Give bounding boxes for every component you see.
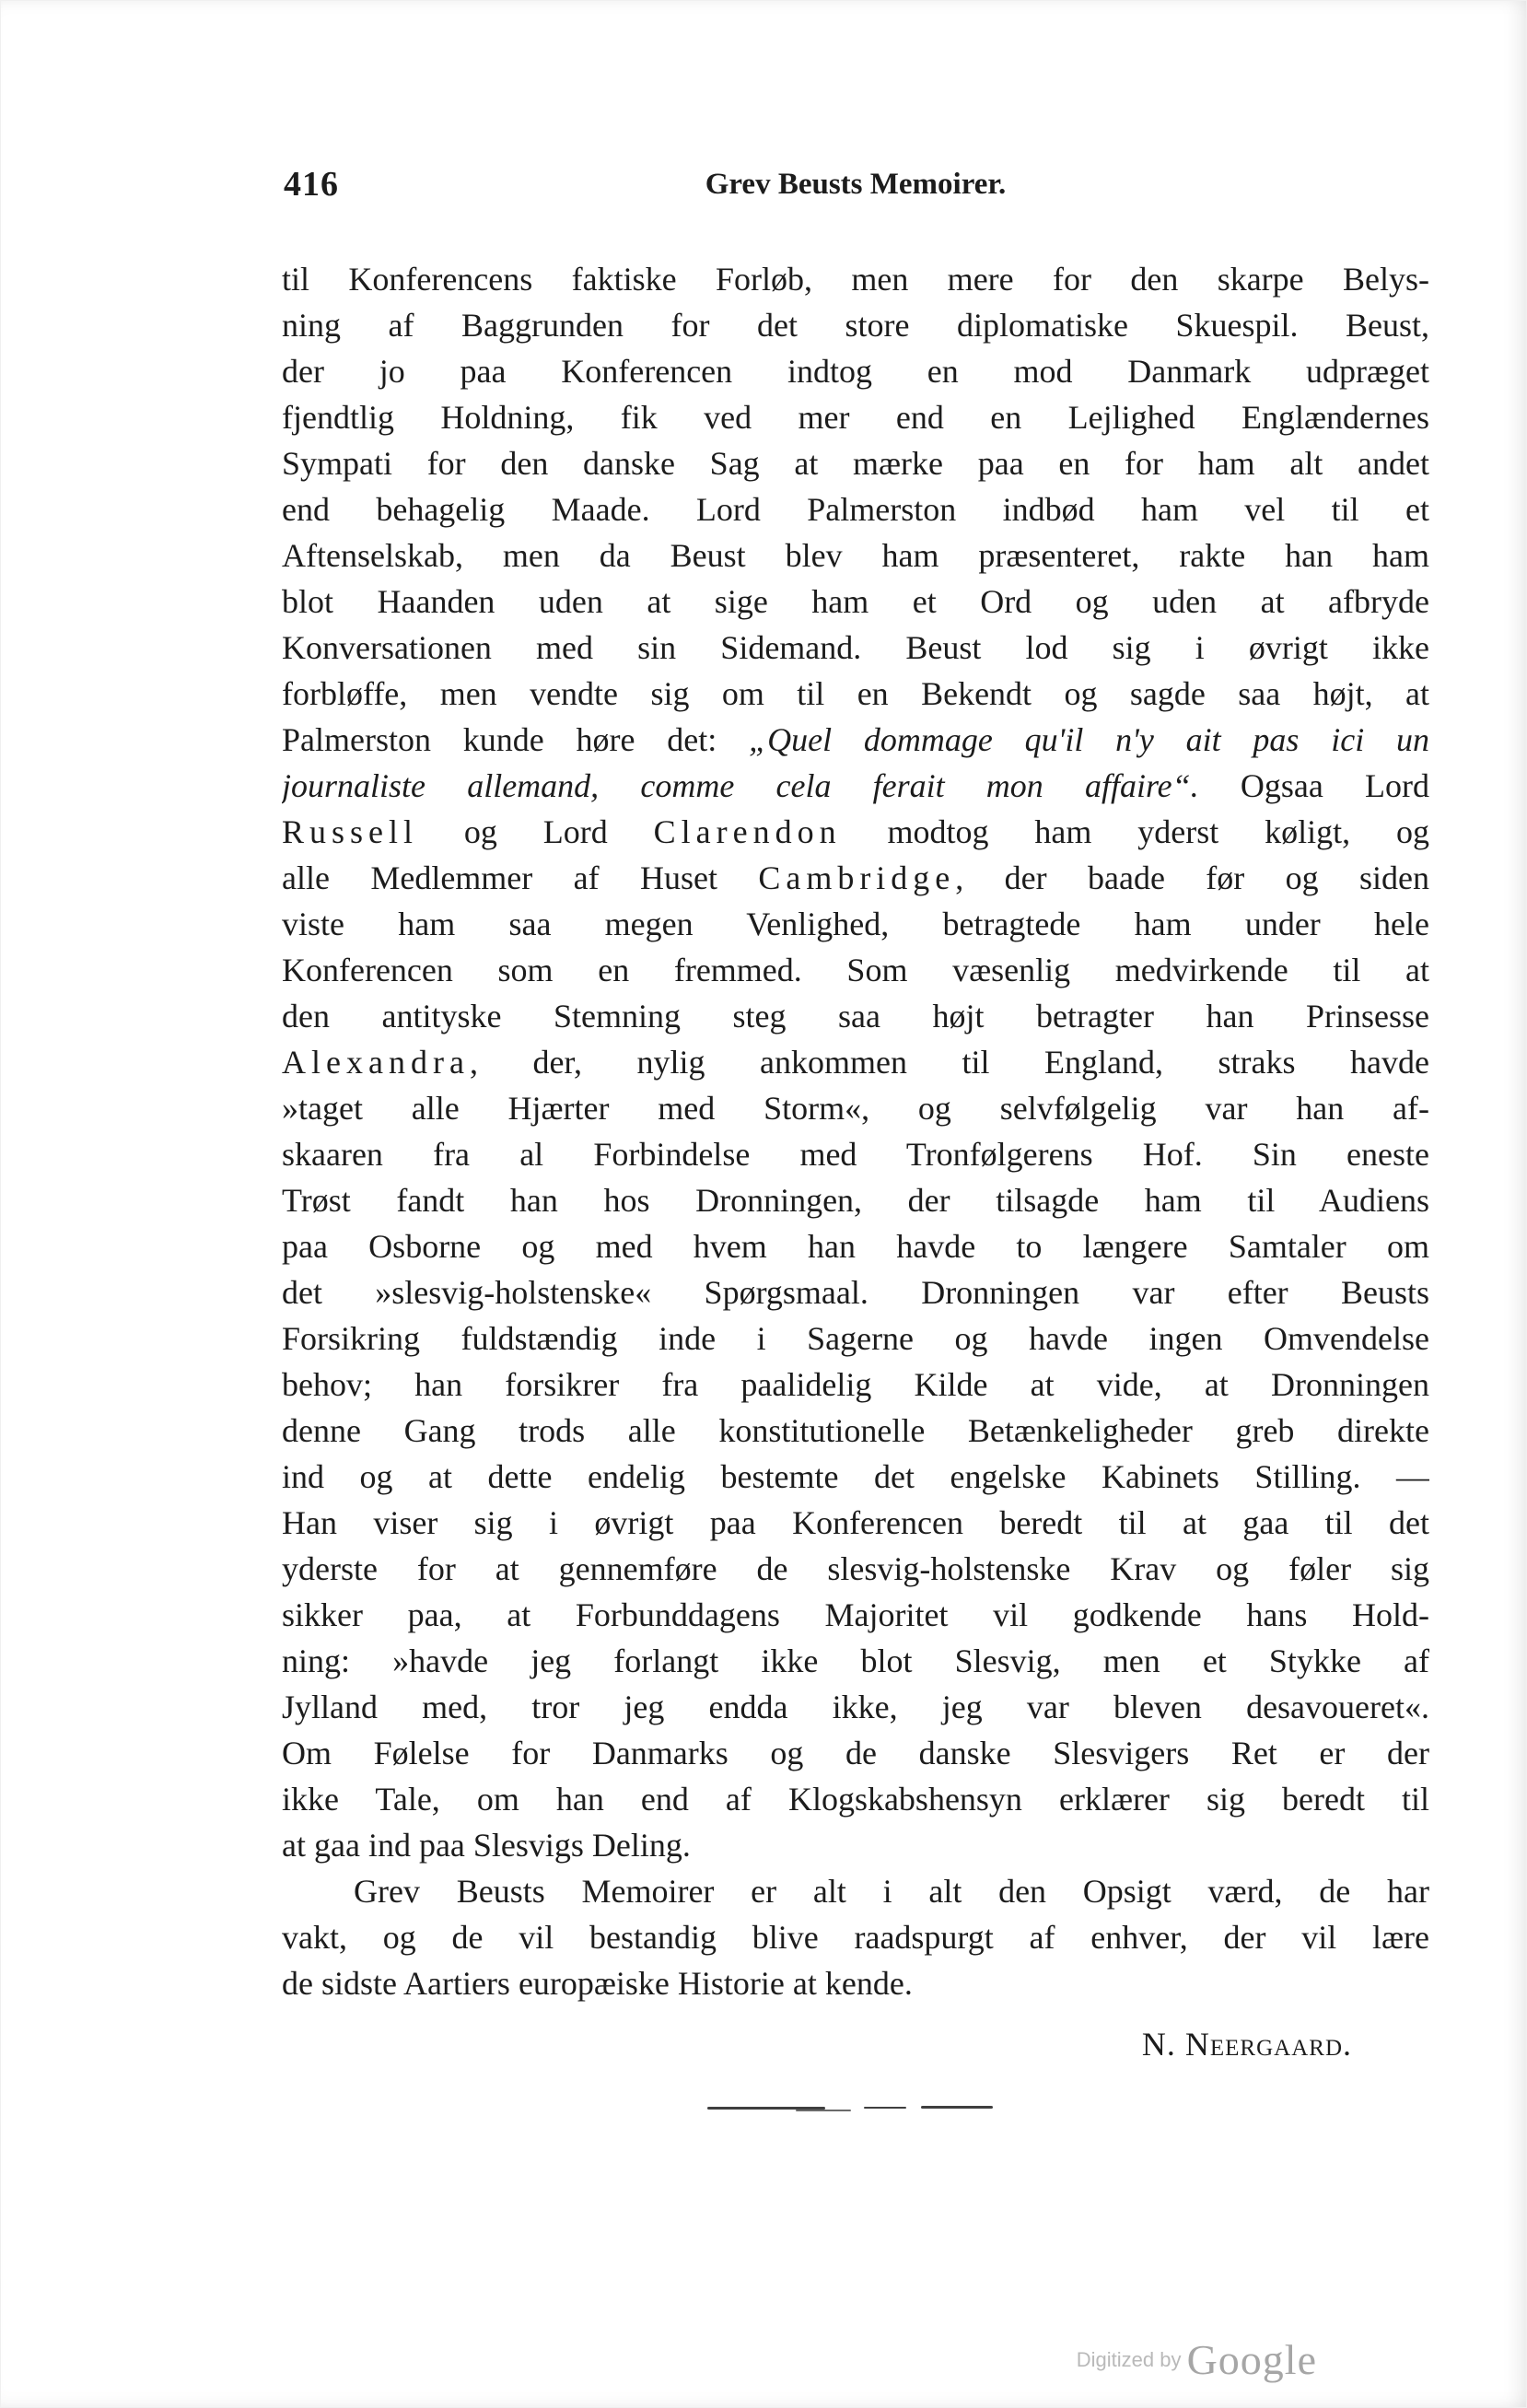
page-number: 416 xyxy=(284,165,339,204)
end-divider xyxy=(707,2104,993,2113)
text-line: Grev Beusts Memoirer er alt i alt den Opsigt værd, de har xyxy=(354,1873,1429,1910)
text-line: Konferencen som en fremmed. Som væsenlig medvirkende til at xyxy=(282,952,1429,988)
text-line: »taget alle Hjærter med Storm«, og selvfølgelig var han af- xyxy=(282,1090,1429,1127)
text-line: Russell og Lord Clarendon modtog ham yderst køligt, og xyxy=(282,813,1429,850)
text-line: vakt, og de vil bestandig blive raadspurgt af enhver, der vil lære xyxy=(282,1919,1429,1956)
text-line: journaliste allemand, comme cela ferait mon affaire“. Ogsaa Lord xyxy=(282,767,1429,804)
digitized-by-label: Digitized by xyxy=(1076,2348,1187,2371)
text-line: de sidste Aartiers europæiske Historie at kende. xyxy=(282,1965,913,2002)
text-line: Trøst fandt han hos Dronningen, der tilsagde ham til Audiens xyxy=(282,1182,1429,1219)
text-line: Aftenselskab, men da Beust blev ham præsenteret, rakte han ham xyxy=(282,537,1429,574)
text-line: Palmerston kunde høre det: „Quel dommage qu'il n'y ait pas ici un xyxy=(282,721,1429,758)
text-line: der jo paa Konferencen indtog en mod Danmark udpræget xyxy=(282,353,1429,390)
text-line: sikker paa, at Forbunddagens Majoritet vil godkende hans Hold- xyxy=(282,1596,1429,1633)
text-line: ning: »havde jeg forlangt ikke blot Slesvig, men et Stykke af xyxy=(282,1642,1429,1679)
divider-dash xyxy=(921,2106,993,2109)
text-line: fjendtlig Holdning, fik ved mer end en Lejlighed Englændernes xyxy=(282,399,1429,436)
divider-dash xyxy=(796,2110,851,2111)
digitized-watermark xyxy=(1077,2335,1317,2384)
text-line: viste ham saa megen Venlighed, betragtede ham under hele xyxy=(282,906,1429,942)
text-line: ikke Tale, om han end af Klogskabshensyn erklærer sig beredt til xyxy=(282,1781,1429,1818)
google-logo: Google xyxy=(1186,2336,1317,2383)
body-text xyxy=(282,256,1429,2006)
text-line: til Konferencens faktiske Forløb, men mere for den skarpe Belys- xyxy=(282,261,1429,298)
text-line: Om Følelse for Danmarks og de danske Slesvigers Ret er der xyxy=(282,1735,1429,1771)
text-line: ind og at dette endelig bestemte det engelske Kabinets Stilling. — xyxy=(282,1458,1429,1495)
text-line: denne Gang trods alle konstitutionelle Betænkeligheder greb direkte xyxy=(282,1412,1429,1449)
text-line: Alexandra, der, nylig ankommen til England, straks havde xyxy=(282,1044,1429,1081)
text-line: det »slesvig-holstenske« Spørgsmaal. Dronningen var efter Beusts xyxy=(282,1274,1429,1311)
text-line: forbløffe, men vendte sig om til en Bekendt og sagde saa højt, at xyxy=(282,675,1429,712)
text-line: Jylland med, tror jeg endda ikke, jeg var bleven desavoueret«. xyxy=(282,1689,1429,1725)
text-line: Sympati for den danske Sag at mærke paa en for ham alt andet xyxy=(282,445,1429,482)
text-line: Forsikring fuldstændig inde i Sagerne og havde ingen Omvendelse xyxy=(282,1320,1429,1357)
text-line: behov; han forsikrer fra paalidelig Kilde at vide, at Dronningen xyxy=(282,1366,1429,1403)
page-header xyxy=(282,164,1429,219)
running-header: Grev Beusts Memoirer. xyxy=(705,168,1007,201)
text-line: at gaa ind paa Slesvigs Deling. xyxy=(282,1827,691,1864)
text-line: den antityske Stemning steg saa højt betragter han Prinsesse xyxy=(282,998,1429,1035)
text-line: paa Osborne og med hvem han havde to længere Samtaler om xyxy=(282,1228,1429,1265)
divider-dash xyxy=(864,2107,906,2109)
text-block xyxy=(282,164,1429,2113)
author-signature: N. Neergaard. xyxy=(1141,2026,1352,2063)
text-line: Konversationen med sin Sidemand. Beust lod sig i øvrigt ikke xyxy=(282,629,1429,666)
text-line: skaaren fra al Forbindelse med Tronfølgerens Hof. Sin eneste xyxy=(282,1136,1429,1173)
text-line: alle Medlemmer af Huset Cambridge, der baade før og siden xyxy=(282,859,1429,896)
text-line: ning af Baggrunden for det store diplomatiske Skuespil. Beust, xyxy=(282,307,1429,344)
text-line: yderste for at gennemføre de slesvig-holstenske Krav og føler sig xyxy=(282,1550,1429,1587)
text-line: end behagelig Maade. Lord Palmerston indbød ham vel til et xyxy=(282,491,1429,528)
text-line: Han viser sig i øvrigt paa Konferencen beredt til at gaa til det xyxy=(282,1504,1429,1541)
text-line: blot Haanden uden at sige ham et Ord og uden at afbryde xyxy=(282,583,1429,620)
